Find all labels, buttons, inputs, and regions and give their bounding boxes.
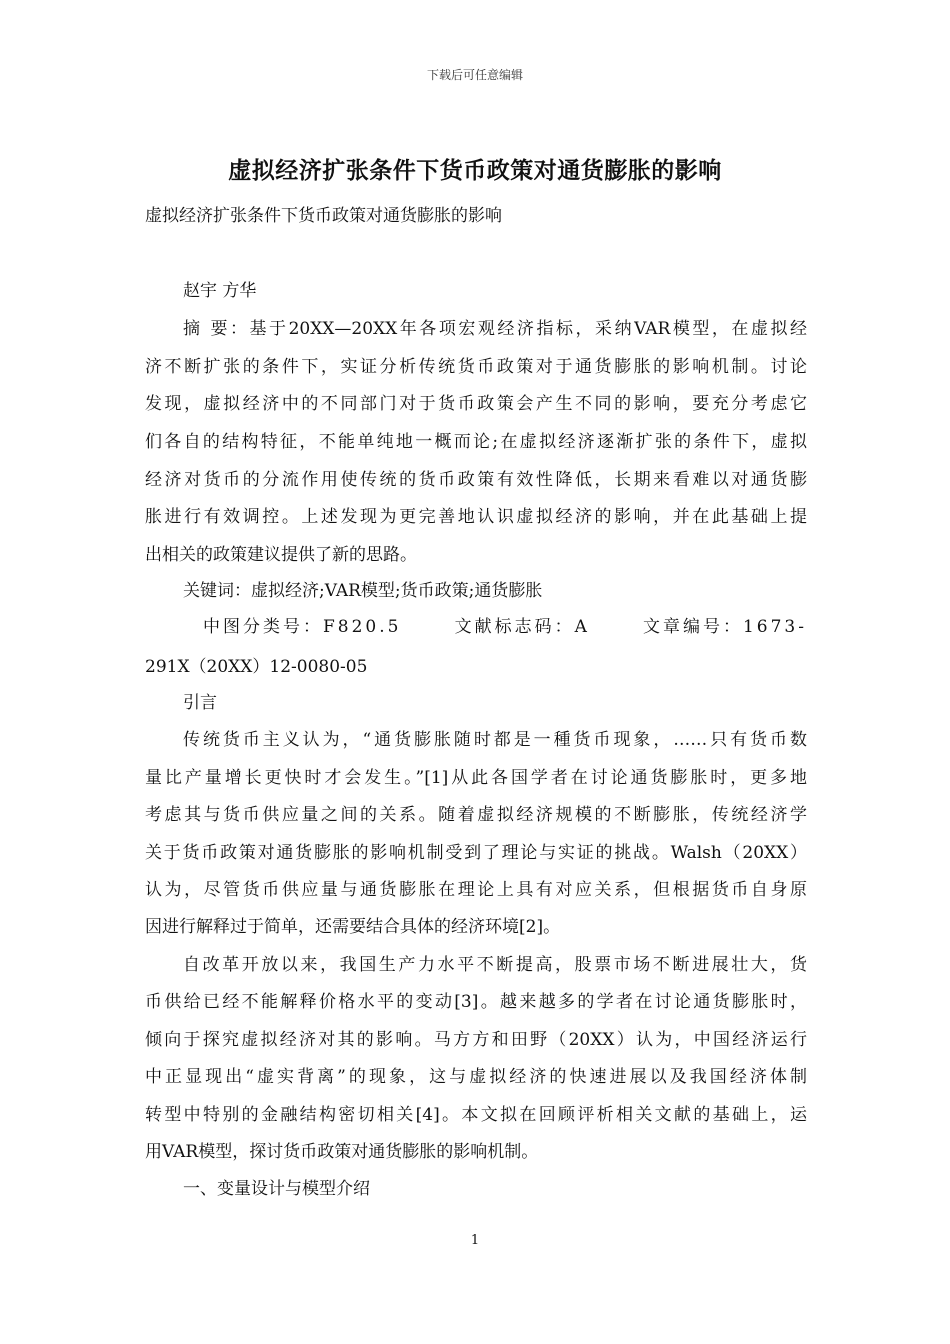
intro-heading: 引言 [183, 693, 217, 713]
abstract-line: 经济对货币的分流作用使传统的货币政策有效性降低，长期来看难以对通货膨 [145, 470, 807, 490]
paragraph-line: 因进行解释过于简单，还需要结合具体的经济环境[2]。 [145, 917, 561, 937]
abstract-line: 胀进行有效调控。上述发现为更完善地认识虚拟经济的影响，并在此基础上提 [145, 507, 807, 527]
paragraph-line: 传统货币主义认为，“通货膨胀随时都是一種货币现象，……只有货币数 [183, 730, 807, 750]
paragraph-line: 考虑其与货币供应量之间的关系。随着虚拟经济规模的不断膨胀，传统经济学 [145, 805, 807, 825]
clc-number: 中图分类号：F820.5 [203, 617, 402, 637]
abstract-line: 出相关的政策建议提供了新的思路。 [145, 545, 417, 565]
abstract-line: 发现，虚拟经济中的不同部门对于货币政策会产生不同的影响，要充分考虑它 [145, 394, 807, 414]
article-number-continued: 291X（20XX）12-0080-05 [145, 657, 368, 677]
article-number: 文章编号：1673- [642, 617, 807, 637]
paragraph-line: 量比产量增长更快时才会发生。”[1]从此各国学者在讨论通货膨胀时，更多地 [145, 768, 807, 788]
paragraph-line: 转型中特别的金融结构密切相关[4]。本文拟在回顾评析相关文献的基础上，运 [145, 1105, 807, 1125]
paragraph-line: 币供给已经不能解释价格水平的变动[3]。越来越多的学者在讨论通货膨胀时， [145, 992, 807, 1012]
document-subtitle: 虚拟经济扩张条件下货币政策对通货膨胀的影响 [145, 206, 502, 226]
classification-row [203, 612, 807, 637]
paragraph-line: 关于货币政策对通货膨胀的影响机制受到了理论与实证的挑战。Walsh（20XX） [145, 843, 807, 863]
abstract-line: 摘 要：基于20XX—20XX年各项宏观经济指标，采纳VAR模型，在虚拟经 [183, 319, 807, 339]
page-number: 1 [470, 1233, 480, 1248]
paragraph-line: 倾向于探究虚拟经济对其的影响。马方方和田野（20XX）认为，中国经济运行 [145, 1030, 807, 1050]
abstract-line: 济不断扩张的条件下，实证分析传统货币政策对于通货膨胀的影响机制。讨论 [145, 357, 807, 377]
authors: 赵宇 方华 [183, 281, 257, 301]
document-code: 文献标志码：A [454, 617, 590, 637]
paragraph-line: 自改革开放以来，我国生产力水平不断提高，股票市场不断进展壮大，货 [183, 955, 807, 975]
header-note: 下载后可任意编辑 [426, 68, 523, 82]
keywords: 关键词：虚拟经济;VAR模型;货币政策;通货膨胀 [183, 581, 543, 601]
paragraph-line: 用VAR模型，探讨货币政策对通货膨胀的影响机制。 [145, 1142, 539, 1162]
section-heading: 一、变量设计与模型介绍 [183, 1179, 370, 1199]
abstract-line: 们各自的结构特征，不能单纯地一概而论;在虚拟经济逐渐扩张的条件下，虚拟 [145, 432, 807, 452]
document-title: 虚拟经济扩张条件下货币政策对通货膨胀的影响 [228, 157, 722, 184]
paragraph-line: 认为，尽管货币供应量与通货膨胀在理论上具有对应关系，但根据货币自身原 [145, 880, 807, 900]
paragraph-line: 中正显现出“虚实背离”的现象，这与虚拟经济的快速进展以及我国经济体制 [145, 1067, 807, 1087]
